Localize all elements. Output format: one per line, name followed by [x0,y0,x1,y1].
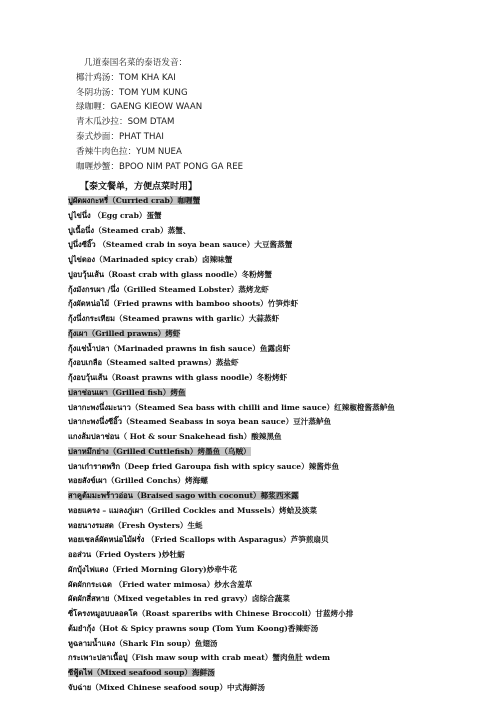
menu-item [68,519,488,534]
menu-item [68,415,488,430]
pronunciation-section [76,56,476,174]
menu-item-text: ปูเนื้อนึ่ง（Steamed crab）蒸蟹、 [68,225,191,235]
menu-item [68,504,488,519]
menu-item [68,297,488,312]
menu-item-text: ปูนึ่งซีอิ๊ว （Steamed crab in soya bean sauce）大豆酱蒸蟹 [68,240,293,250]
menu-item [68,666,488,681]
menu-item [68,460,488,475]
menu-item [68,578,488,593]
menu-item-text: ปูอบวุ้นเส้น（Roast crab with glass noodle）冬粉烤蟹 [68,269,272,279]
menu-item [68,253,488,268]
menu-item-text: กุ้งมังกรเผา /นึ่ง（Grilled Steamed Lobster）蒸烤龙虾 [68,284,269,294]
intro-line: 咖喱炒蟹：BPOO NIM PAT PONG GA REE [76,161,244,172]
intro-line: 泰式炒面：PHAT THAI [76,131,164,142]
menu-item-text: ซีฟู้ดไฟ（Mixed seafood soup）海鲜汤 [68,668,215,677]
menu-item-text: ผักบุ้งไฟแดง（Fried Morning Glory)炒牵牛花 [68,564,237,574]
menu-item-text: หูฉลามน้ำแดง（Shark Fin soup）鱼翅汤 [68,638,218,648]
menu-item-text: หอยสังข์เผา（Grilled Conchs）烤海螺 [68,476,208,486]
menu-item [68,194,488,209]
menu-item-text: กุ้งอบวุ้นเส้น（Roast prawns with glass noodle）冬粉烤虾 [68,373,288,382]
menu-item [68,622,488,637]
menu-item [68,371,488,386]
menu-item [68,386,488,401]
menu-item-text: จับฉ่าย（Mixed Chinese seafood soup）中式海鲜汤 [68,682,266,692]
menu-item-list [68,194,488,696]
menu-item [68,312,488,327]
menu-item-text: กุ้งผัดหน่อไม้（Fried prawns with bamboo shoots）竹笋炸虾 [68,299,299,309]
menu-item [68,445,488,460]
menu-item-text: ปูผัดผงกะหรี่（Curried crab）咖喱蟹 [68,196,201,205]
menu-heading: 【泰文餐单，方便点菜时用】 [80,182,198,192]
menu-item-text: ปลากะพงนึ่งซีอิ๊ว（Steamed Seabass in soya bean sauce）豆汁蒸鲈鱼 [68,417,332,427]
menu-item [68,283,488,298]
menu-item-text: ออส่วน（Fried Oysters )炒牡蛎 [68,550,185,559]
menu-item-text: หอยแครง – แมลงภู่เผา（Grilled Cockles and Mussels）烤蛤及淡菜 [68,505,318,515]
menu-item [68,268,488,283]
menu-item-text: หอยนางรมสด（Fresh Oysters）生蚝 [68,520,203,530]
menu-item [68,637,488,652]
menu-item-text: ปูไข่ดอง（Marinaded spicy crab）卤辣味蟹 [68,255,233,264]
thai-menu-section [68,180,488,696]
menu-item-text: กุ้งเผา（Grilled prawns）烤虾 [68,328,181,338]
menu-item [68,651,488,666]
menu-item-text: กุ้งแช่น้ำปลา（Marinaded prawns in fish sauce）鱼露卤虾 [68,343,291,353]
menu-item-text: กุ้งนึ่งกระเทียม（Steamed prawns with garlic）大蒜蒸虾 [68,314,280,323]
menu-item-text: ต้มยำกุ้ง（Hot & Spicy prawns soup (Tom Yum Koong)香辣虾汤 [68,623,319,633]
menu-item [68,533,488,548]
menu-item [68,238,488,253]
menu-item [68,548,488,563]
menu-item [68,224,488,239]
menu-item-text: ปลาหมึกย่าง（Grilled Cuttlefish）烤墨鱼（乌贼） [68,446,251,456]
intro-line: 绿咖喱：GAENG KIEOW WAAN [76,102,203,113]
menu-item-text: ผัดผักกระเฉด （Fried water mimosa）炒水含羞草 [68,579,253,589]
menu-item-text: กุ้งอบเกลือ（Steamed salted prawns）蒸盐虾 [68,358,239,368]
menu-item-text: ปลาช่อนเผา（Grilled fish）烤鱼 [68,387,186,397]
menu-item [68,489,488,504]
menu-item-text: ผัดผักสี่สหาย（Mixed vegetables in red gravy）卤综合蔬菜 [68,594,290,604]
menu-item-text: ปูไข่นึ่ง （Egg crab）蛋蟹 [68,210,162,220]
menu-item [68,209,488,224]
intro-line: 椰汁鸡汤：TOM KHA KAI [76,72,176,83]
intro-line: 香辣牛肉色拉：YUM NUEA [76,146,182,157]
menu-item [68,607,488,622]
menu-item [68,474,488,489]
intro-heading: 几道泰国名菜的泰语发音： [84,58,188,68]
menu-item [68,430,488,445]
menu-item [68,592,488,607]
menu-item [68,563,488,578]
menu-item [68,401,488,416]
menu-item [68,327,488,342]
menu-item-text: ซี่โครงหมูอบบลอคโค（Roast spareribs with Chinese Broccoli）甘蓝烤小排 [68,609,354,618]
menu-item-text: ปลากะพงนึ่งมะนาว（Steamed Sea bass with chilli and lime sauce）红辣椒橙酱蒸鲈鱼 [68,402,395,412]
menu-item [68,681,488,696]
menu-item [68,342,488,357]
menu-item-text: แกงส้มปลาช่อน（ Hot & sour Snakehead fish）酸辣黑鱼 [68,432,282,441]
menu-item [68,356,488,371]
menu-item-text: หอยเชลล์ผัดหน่อไม้ฝรั่ง （Fried Scallops with Asparagus）芦笋煎扇贝 [68,535,329,545]
intro-line: 冬阴功汤：TOM YUM KUNG [76,87,188,98]
menu-item-text: กระเพาะปลาเนื้อปู（Fish maw soup with crab meat）蟹肉鱼肚 wdem [68,653,331,663]
menu-item-text: ปลาเก๋าราดพริก（Deep fried Garoupa fish with spicy sauce）辣酱炸鱼 [68,461,340,471]
menu-item-text: สาคูต้มมะพร้าวอ่อน（Braised sago with coconut）椰浆西米露 [68,491,299,500]
intro-line: 青木瓜沙拉：SOM DTAM [76,117,175,128]
